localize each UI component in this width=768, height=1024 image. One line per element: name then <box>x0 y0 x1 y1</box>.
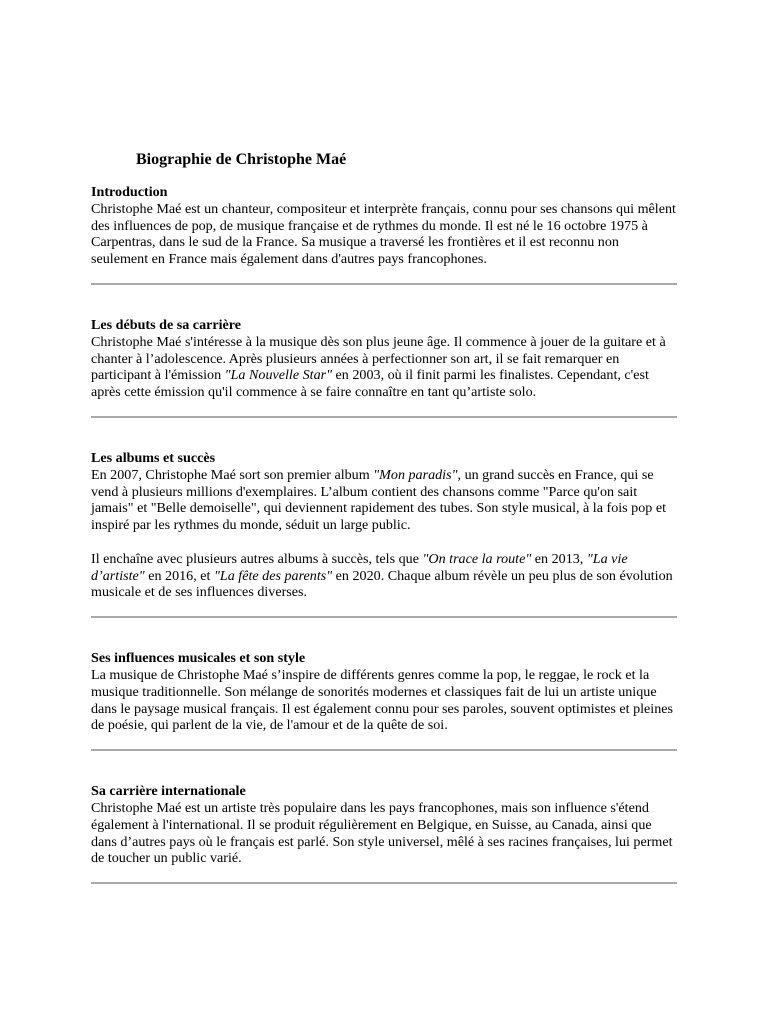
section-paragraph: Christophe Maé est un artiste très populaire dans les pays francophones, mais son influence s'étend également à l'international. Il se produit régulièrement en Belgique, en Suisse, au Canada, ainsi que dans d’autres pays où le français est parlé. Son style universel, mêlé à ses racines françaises, lui permet de toucher un public varié. <box>91 799 673 867</box>
text-run: en 2003, où il finit parmi les finalistes. Cependant, c'est après cette émission qu'il commence à se faire connaître en tant qu’artiste solo. <box>91 367 649 401</box>
section-heading: Introduction <box>91 184 168 200</box>
text-run: en 2020. Chaque album révèle un peu plus de son évolution musicale et de ses influences diverses. <box>91 567 673 601</box>
section-paragraph: Christophe Maé est un chanteur, compositeur et interprète français, connu pour ses chansons qui mêlent des influences de pop, de musique française et de rythmes du monde. Il est né le 16 octobre 1975 à Carpentras, dans le sud de la France. Sa musique a traversé les frontières et il est reconnu non seulement en France mais également dans d'autres pays francophones. <box>91 200 676 268</box>
section-divider <box>91 616 677 618</box>
section-heading: Les débuts de sa carrière <box>91 316 242 333</box>
section-divider <box>91 283 677 285</box>
album-title: "La vie d’artiste" <box>91 550 628 584</box>
page-title: Biographie de Christophe Maé <box>136 151 347 168</box>
section-heading: Les albums et succès <box>91 449 216 466</box>
section-debuts <box>91 317 677 401</box>
section-international <box>91 783 677 867</box>
document-page <box>91 150 677 884</box>
text-run: en 2013, <box>531 550 587 567</box>
section-paragraph <box>91 467 677 534</box>
show-title: "La Nouvelle Star" <box>224 367 333 384</box>
section-paragraph <box>91 551 677 601</box>
section-paragraph <box>91 334 677 401</box>
section-divider <box>91 416 677 418</box>
text-run: En 2007, Christophe Maé sort son premier album <box>91 466 374 483</box>
text-run: en 2016, et <box>144 567 214 584</box>
section-influences <box>91 650 677 734</box>
text-run: Christophe Maé s'intéresse à la musique dès son plus jeune âge. Il commence à jouer de la guitare et à chanter à l’adolescence. Après plusieurs années à perfectionner son art, il se fait remarquer en participant à l'émission <box>91 333 666 384</box>
album-title: "Mon paradis" <box>373 466 458 483</box>
section-paragraph: La musique de Christophe Maé s’inspire de différents genres comme la pop, le reggae, le rock et la musique traditionnelle. Son mélange de sonorités modernes et classiques fait de lui un artiste unique dans le paysage musical français. Il est également connu pour ses paroles, souvent optimistes et pleines de poésie, qui parlent de la vie, de l'amour et de la quête de soi. <box>91 666 673 734</box>
text-run: Il enchaîne avec plusieurs autres albums à succès, tels que <box>91 550 423 567</box>
album-title: "La fête des parents" <box>213 567 333 584</box>
section-heading: Sa carrière internationale <box>91 783 246 800</box>
section-albums <box>91 450 677 601</box>
album-title: "On trace la route" <box>422 550 532 567</box>
section-introduction <box>91 184 677 268</box>
section-divider <box>91 882 677 884</box>
section-divider <box>91 749 677 751</box>
text-run: , un grand succès en France, qui se vend à plusieurs millions d'exemplaires. L’album contient des chansons comme "Parce qu'on sait jamais" et "Belle demoiselle", qui deviennent rapidement des tubes. Son style musical, à la fois pop et inspiré par les rythmes du monde, séduit un large public. <box>91 466 667 534</box>
section-heading: Ses influences musicales et son style <box>91 650 306 667</box>
